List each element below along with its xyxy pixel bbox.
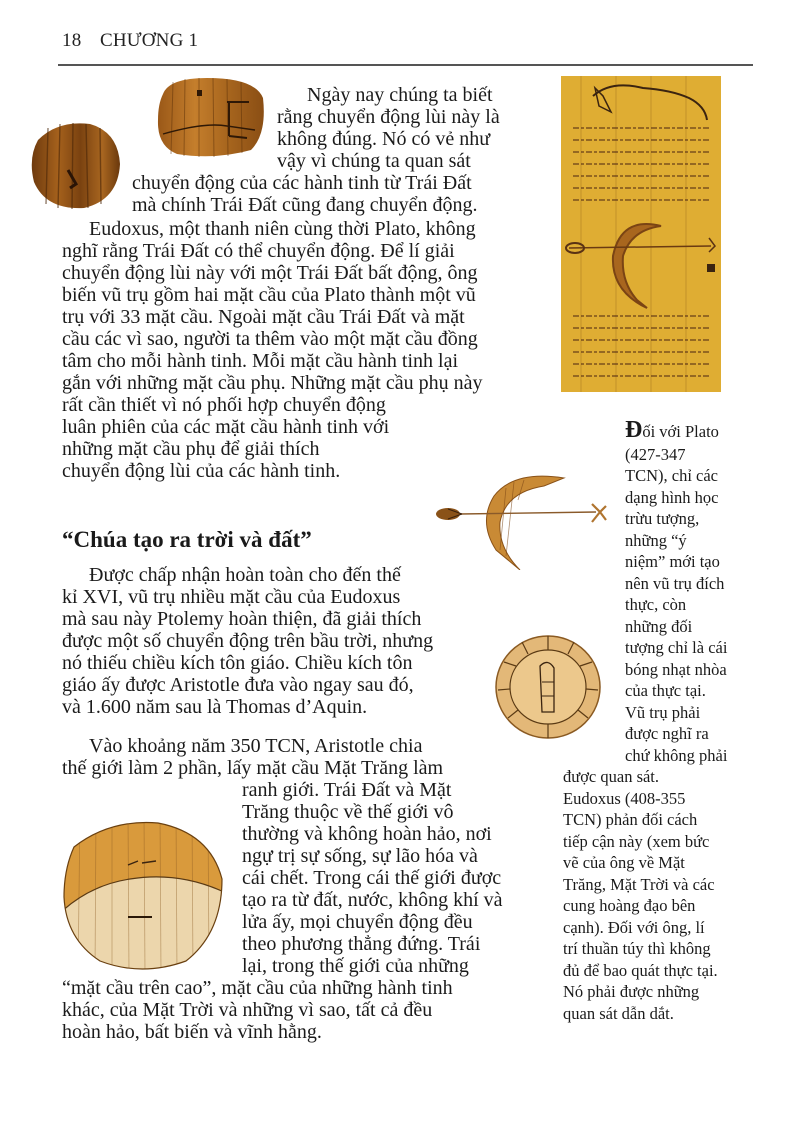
text-line: mà sau này Ptolemy hoàn thiện, đã giải thích bbox=[62, 608, 422, 630]
papyrus-fragment-round-image bbox=[28, 118, 122, 210]
text-line: rất cần thiết vì nó phối hợp chuyển động bbox=[62, 394, 386, 416]
text-line: nghĩ rằng Trái Đất có thể chuyển động. Để lí giải bbox=[62, 240, 455, 262]
text-line: TCN) phản đối cách bbox=[563, 810, 698, 829]
text-line: đủ để bao quát thực tại. bbox=[563, 961, 718, 980]
text-line: theo phương thẳng đứng. Trái bbox=[242, 933, 481, 955]
text-line: vậy vì chúng ta quan sát bbox=[277, 150, 471, 172]
text-line: Eudoxus, một thanh niên cùng thời Plato, không bbox=[89, 218, 476, 240]
running-header bbox=[62, 30, 198, 52]
text-fragment: ối với Plato bbox=[642, 422, 719, 441]
page-number: 18 bbox=[62, 30, 82, 51]
papyrus-fragment-oval-image bbox=[155, 76, 267, 158]
text-line: những đối bbox=[625, 617, 693, 636]
text-line: chuyển động lùi này với một Trái Đất bất động, ông bbox=[62, 262, 478, 284]
text-line: luân phiên của các mặt cầu hành tinh với bbox=[62, 416, 390, 438]
text-line: niệm” mới tạo bbox=[625, 552, 720, 571]
text-line: TCN), chỉ các bbox=[625, 466, 718, 485]
text-line: Eudoxus (408-355 bbox=[563, 789, 686, 808]
text-line: “mặt cầu trên cao”, mặt cầu của những hành tinh bbox=[62, 977, 453, 999]
header-rule bbox=[58, 64, 753, 66]
text-line: những “ý bbox=[625, 531, 687, 550]
text-line bbox=[625, 417, 719, 443]
text-line: ranh giới. Trái Đất và Mặt bbox=[242, 779, 452, 801]
text-line: thế giới làm 2 phần, lấy mặt cầu Mặt Trăng làm bbox=[62, 757, 444, 779]
text-line: được một số chuyển động trên bầu trời, nhưng bbox=[62, 630, 434, 652]
text-line: (427-347 bbox=[625, 445, 686, 464]
text-line: rằng chuyển động lùi này là bbox=[277, 106, 500, 128]
text-line: Ngày nay chúng ta biết bbox=[307, 84, 493, 106]
text-line: hoàn hảo, bất biến và vĩnh hằng. bbox=[62, 1021, 322, 1043]
text-line: dạng hình học bbox=[625, 488, 719, 507]
text-line: nên vũ trụ đích bbox=[625, 574, 725, 593]
text-line: Vào khoảng năm 350 TCN, Aristotle chia bbox=[89, 735, 423, 757]
manuscript-drawing-image bbox=[561, 76, 721, 392]
text-line: Nó phải được những bbox=[563, 982, 700, 1001]
drop-cap: Đ bbox=[625, 417, 643, 443]
chapter-title: CHƯƠNG 1 bbox=[100, 30, 199, 51]
text-line: tiếp cận này (xem bức bbox=[563, 832, 710, 851]
text-line: quan sát dẫn dắt. bbox=[563, 1004, 674, 1023]
text-line: tạo ra từ đất, nước, không khí và bbox=[242, 889, 503, 911]
text-line: tượng chỉ là cái bbox=[625, 638, 728, 657]
text-line: giáo ấy được Aristotle đưa vào ngay sau đó, bbox=[62, 674, 414, 696]
text-line: mà chính Trái Đất cũng đang chuyển động. bbox=[132, 194, 478, 216]
text-line: vẽ của ông về Mặt bbox=[563, 853, 685, 872]
text-line: trụ với 33 mặt cầu. Ngoài mặt cầu Trái Đất và mặt bbox=[62, 306, 465, 328]
sagittarius-bow-arrow-image bbox=[434, 470, 610, 570]
text-line: không đúng. Nó có vẻ như bbox=[277, 128, 491, 150]
text-line: Trăng thuộc về thế giới vô bbox=[242, 801, 454, 823]
text-line: cạnh). Đối với ông, lí bbox=[563, 918, 705, 937]
text-line: khác, của Mặt Trời và những vì sao, tất cả đều bbox=[62, 999, 433, 1021]
text-line: nó thiếu chiều kích tôn giáo. Chiều kích tôn bbox=[62, 652, 413, 674]
text-line: những mặt cầu phụ để giải thích bbox=[62, 438, 320, 460]
text-line: biến vũ trụ gồm hai mặt cầu của Plato thành một vũ bbox=[62, 284, 476, 306]
text-line: Vũ trụ phải bbox=[625, 703, 701, 722]
text-line: cái chết. Trong cái thế giới được bbox=[242, 867, 502, 889]
text-line: thực, còn bbox=[625, 595, 687, 614]
text-line: cung hoàng đạo bên bbox=[563, 896, 696, 915]
text-line: trừu tượng, bbox=[625, 509, 700, 528]
zodiac-disc-image bbox=[494, 634, 602, 740]
text-line: tâm cho mỗi hành tinh. Mỗi mặt cầu hành tinh lại bbox=[62, 350, 459, 372]
text-line: trí thuần túy thì không bbox=[563, 939, 711, 958]
text-line: được nghĩ ra bbox=[625, 724, 709, 743]
text-line: cầu các vì sao, người ta thêm vào một mặt cầu đồng bbox=[62, 328, 478, 350]
text-line: chuyển động của các hành tinh từ Trái Đất bbox=[132, 172, 472, 194]
text-line: bóng nhạt nhòa bbox=[625, 660, 727, 679]
text-line: chuyển động lùi của các hành tinh. bbox=[62, 460, 341, 482]
text-line: thường và không hoàn hảo, nơi bbox=[242, 823, 492, 845]
section-heading: “Chúa tạo ra trời và đất” bbox=[62, 527, 312, 552]
text-line: chứ không phải bbox=[625, 746, 728, 765]
text-line: Được chấp nhận hoàn toàn cho đến thế bbox=[89, 564, 401, 586]
text-line: được quan sát. bbox=[563, 767, 660, 786]
text-line: ngự trị sự sống, sự lão hóa và bbox=[242, 845, 478, 867]
text-line: gắn với những mặt cầu phụ. Những mặt cầu phụ này bbox=[62, 372, 483, 394]
text-line: lửa ấy, mọi chuyển động đều bbox=[242, 911, 473, 933]
text-line: kỉ XVI, vũ trụ nhiều mặt cầu của Eudoxus bbox=[62, 586, 401, 608]
text-line: của thực tại. bbox=[625, 681, 706, 700]
earth-moon-disc-image bbox=[60, 813, 226, 975]
text-line: lại, trong thế giới của những bbox=[242, 955, 469, 977]
text-line: Trăng, Mặt Trời và các bbox=[563, 875, 715, 894]
text-line: và 1.600 năm sau là Thomas d’Aquin. bbox=[62, 696, 368, 718]
